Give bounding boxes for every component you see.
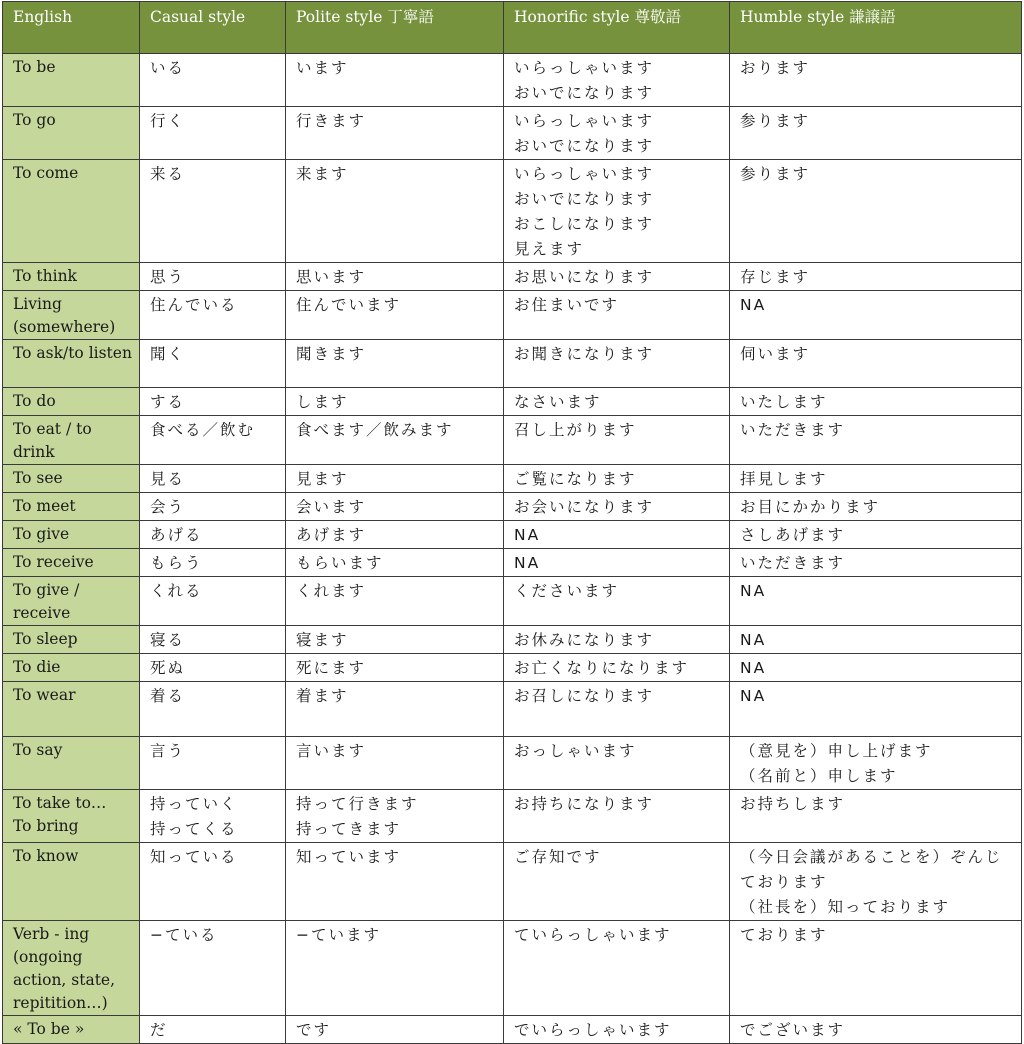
cell-line: ご覧になります bbox=[514, 470, 637, 488]
cell-humble bbox=[730, 682, 1022, 737]
cell-english bbox=[3, 465, 140, 493]
cell-english bbox=[3, 521, 140, 549]
cell-line: « To be » bbox=[13, 1020, 85, 1038]
cell-honorific bbox=[504, 549, 730, 577]
cell-honorific bbox=[504, 682, 730, 737]
cell-line: さしあげます bbox=[740, 526, 846, 544]
cell-polite bbox=[286, 107, 504, 160]
cell-english bbox=[3, 682, 140, 737]
cell-line: 持っていく bbox=[150, 795, 238, 813]
table-row bbox=[3, 54, 1022, 107]
cell-line: 来る bbox=[150, 165, 186, 183]
cell-line: いらっしゃいます bbox=[514, 165, 655, 183]
cell-honorific bbox=[504, 577, 730, 626]
cell-line: To wear bbox=[13, 686, 76, 704]
cell-line: 来ます bbox=[296, 165, 349, 183]
cell-line: 行きます bbox=[296, 112, 367, 130]
cell-line: To come bbox=[13, 164, 79, 182]
table-row bbox=[3, 340, 1022, 388]
cell-honorific bbox=[504, 465, 730, 493]
table-row bbox=[3, 1016, 1022, 1044]
cell-polite bbox=[286, 263, 504, 291]
cell-polite bbox=[286, 465, 504, 493]
cell-polite bbox=[286, 388, 504, 416]
cell-line: 聞きます bbox=[296, 345, 367, 363]
cell-casual bbox=[140, 843, 286, 921]
cell-casual bbox=[140, 107, 286, 160]
cell-honorific bbox=[504, 737, 730, 790]
table-row bbox=[3, 843, 1022, 921]
table-row bbox=[3, 416, 1022, 465]
cell-line: おいでになります bbox=[514, 190, 655, 208]
cell-line: くれます bbox=[296, 582, 367, 600]
cell-casual bbox=[140, 493, 286, 521]
cell-line: NA bbox=[514, 526, 541, 544]
cell-line: To know bbox=[13, 847, 79, 865]
cell-line: 存じます bbox=[740, 268, 811, 286]
cell-polite bbox=[286, 416, 504, 465]
cell-line: −ている bbox=[150, 926, 218, 944]
cell-honorific bbox=[504, 654, 730, 682]
cell-honorific bbox=[504, 790, 730, 843]
cell-line: お聞きになります bbox=[514, 345, 655, 363]
cell-english bbox=[3, 107, 140, 160]
table-row bbox=[3, 107, 1022, 160]
table-row bbox=[3, 549, 1022, 577]
cell-polite bbox=[286, 521, 504, 549]
cell-polite bbox=[286, 549, 504, 577]
cell-line: おいでになります bbox=[514, 137, 655, 155]
cell-humble bbox=[730, 654, 1022, 682]
cell-line: 見ます bbox=[296, 470, 349, 488]
cell-line: 知っている bbox=[150, 848, 238, 866]
cell-casual bbox=[140, 521, 286, 549]
cell-line: いただきます bbox=[740, 421, 846, 439]
cell-line: お休みになります bbox=[514, 631, 655, 649]
cell-line: おいでになります bbox=[514, 84, 655, 102]
cell-casual bbox=[140, 577, 286, 626]
cell-line: 持ってきます bbox=[296, 820, 402, 838]
cell-line: 住んでいる bbox=[150, 296, 238, 314]
cell-line: 住んでいます bbox=[296, 296, 402, 314]
cell-humble bbox=[730, 291, 1022, 340]
header-english: English bbox=[3, 2, 140, 54]
table-row bbox=[3, 263, 1022, 291]
cell-humble bbox=[730, 160, 1022, 263]
cell-polite bbox=[286, 790, 504, 843]
cell-humble bbox=[730, 107, 1022, 160]
cell-english bbox=[3, 654, 140, 682]
cell-line: 着ます bbox=[296, 687, 349, 705]
cell-humble bbox=[730, 790, 1022, 843]
cell-line: 見る bbox=[150, 470, 186, 488]
cell-line: 持ってくる bbox=[150, 820, 238, 838]
cell-humble bbox=[730, 843, 1022, 921]
cell-english bbox=[3, 291, 140, 340]
cell-line: だ bbox=[150, 1021, 168, 1039]
cell-line: Verb - ing (ongoing action, state, repitition…) bbox=[13, 925, 116, 1012]
cell-english bbox=[3, 1016, 140, 1044]
cell-casual bbox=[140, 682, 286, 737]
cell-line: To give / receive bbox=[13, 581, 80, 622]
cell-line: もらう bbox=[150, 554, 203, 572]
cell-line: お持ちになります bbox=[514, 795, 655, 813]
cell-line: 死にます bbox=[296, 659, 367, 677]
cell-casual bbox=[140, 1016, 286, 1044]
cell-humble bbox=[730, 54, 1022, 107]
cell-line: あげる bbox=[150, 526, 203, 544]
cell-line: お住まいです bbox=[514, 296, 620, 314]
cell-line: でございます bbox=[740, 1021, 846, 1039]
cell-honorific bbox=[504, 340, 730, 388]
cell-polite bbox=[286, 577, 504, 626]
cell-honorific bbox=[504, 521, 730, 549]
cell-line: NA bbox=[740, 296, 767, 314]
cell-line: To ask/to listen bbox=[13, 344, 132, 362]
header-humble: Humble style 謙譲語 bbox=[730, 2, 1022, 54]
cell-line: 会う bbox=[150, 498, 186, 516]
cell-casual bbox=[140, 340, 286, 388]
cell-honorific bbox=[504, 921, 730, 1016]
cell-line: お召しになります bbox=[514, 687, 655, 705]
table-row bbox=[3, 654, 1022, 682]
cell-line: 召し上がります bbox=[514, 421, 637, 439]
cell-humble bbox=[730, 549, 1022, 577]
cell-casual bbox=[140, 416, 286, 465]
cell-honorific bbox=[504, 843, 730, 921]
cell-line: いらっしゃいます bbox=[514, 112, 655, 130]
cell-casual bbox=[140, 160, 286, 263]
cell-line: する bbox=[150, 393, 186, 411]
cell-english bbox=[3, 577, 140, 626]
cell-line: To see bbox=[13, 469, 63, 487]
table-row bbox=[3, 737, 1022, 790]
cell-line: します bbox=[296, 393, 349, 411]
cell-line: おこしになります bbox=[514, 215, 655, 233]
table-body bbox=[3, 54, 1022, 1044]
cell-humble bbox=[730, 577, 1022, 626]
cell-casual bbox=[140, 388, 286, 416]
cell-honorific bbox=[504, 493, 730, 521]
table-row bbox=[3, 291, 1022, 340]
header-casual: Casual style bbox=[140, 2, 286, 54]
cell-polite bbox=[286, 54, 504, 107]
cell-english bbox=[3, 160, 140, 263]
cell-line: To say bbox=[13, 741, 63, 759]
table-row bbox=[3, 493, 1022, 521]
cell-line: To sleep bbox=[13, 630, 78, 648]
cell-polite bbox=[286, 921, 504, 1016]
cell-line: To receive bbox=[13, 553, 94, 571]
cell-line: 食べます／飲みます bbox=[296, 421, 454, 439]
cell-line: （今日会議があることを）ぞんじております bbox=[740, 848, 1003, 891]
cell-line: To give bbox=[13, 525, 70, 543]
cell-line: いただきます bbox=[740, 554, 846, 572]
table-row bbox=[3, 388, 1022, 416]
cell-line: To think bbox=[13, 267, 77, 285]
cell-polite bbox=[286, 493, 504, 521]
cell-english bbox=[3, 549, 140, 577]
cell-casual bbox=[140, 549, 286, 577]
cell-english bbox=[3, 388, 140, 416]
cell-line: To be bbox=[13, 58, 56, 76]
cell-line: 知っています bbox=[296, 848, 402, 866]
cell-line: 参ります bbox=[740, 112, 811, 130]
cell-polite bbox=[286, 843, 504, 921]
cell-line: お亡くなりになります bbox=[514, 659, 690, 677]
cell-polite bbox=[286, 340, 504, 388]
cell-honorific bbox=[504, 263, 730, 291]
cell-line: 寝る bbox=[150, 631, 186, 649]
cell-casual bbox=[140, 263, 286, 291]
cell-english bbox=[3, 493, 140, 521]
cell-line: です bbox=[296, 1021, 332, 1039]
cell-line: 行く bbox=[150, 112, 186, 130]
cell-humble bbox=[730, 388, 1022, 416]
cell-line: NA bbox=[514, 554, 541, 572]
cell-humble bbox=[730, 921, 1022, 1016]
cell-line: 持って行きます bbox=[296, 795, 419, 813]
header-honorific: Honorific style 尊敬語 bbox=[504, 2, 730, 54]
cell-line: To meet bbox=[13, 497, 76, 515]
cell-line: NA bbox=[740, 631, 767, 649]
cell-line: くれる bbox=[150, 582, 203, 600]
header-polite: Polite style 丁寧語 bbox=[286, 2, 504, 54]
cell-honorific bbox=[504, 416, 730, 465]
cell-english bbox=[3, 737, 140, 790]
cell-line: います bbox=[296, 59, 349, 77]
cell-line: NA bbox=[740, 582, 767, 600]
cell-english bbox=[3, 921, 140, 1016]
cell-line: （名前と）申します bbox=[740, 767, 898, 785]
cell-line: なさいます bbox=[514, 393, 602, 411]
cell-line: おります bbox=[740, 59, 811, 77]
table-row bbox=[3, 921, 1022, 1016]
cell-line: ていらっしゃいます bbox=[514, 926, 672, 944]
table-row bbox=[3, 682, 1022, 737]
cell-casual bbox=[140, 921, 286, 1016]
cell-line: でいらっしゃいます bbox=[514, 1021, 672, 1039]
cell-line: Living (somewhere) bbox=[13, 295, 116, 336]
cell-english bbox=[3, 790, 140, 843]
header-row bbox=[3, 2, 1022, 54]
cell-english bbox=[3, 416, 140, 465]
table-row bbox=[3, 160, 1022, 263]
cell-humble bbox=[730, 263, 1022, 291]
cell-line: 寝ます bbox=[296, 631, 349, 649]
cell-line: 死ぬ bbox=[150, 659, 186, 677]
cell-line: −ています bbox=[296, 926, 381, 944]
cell-line: 拝見します bbox=[740, 470, 828, 488]
cell-line: 思います bbox=[296, 268, 367, 286]
cell-honorific bbox=[504, 291, 730, 340]
cell-line: NA bbox=[740, 687, 767, 705]
cell-line: To do bbox=[13, 392, 56, 410]
conjugation-table bbox=[2, 1, 1022, 1044]
cell-line: おっしゃいます bbox=[514, 742, 637, 760]
cell-line: 思う bbox=[150, 268, 186, 286]
cell-line: 参ります bbox=[740, 165, 811, 183]
cell-polite bbox=[286, 291, 504, 340]
cell-honorific bbox=[504, 388, 730, 416]
cell-line: NA bbox=[740, 659, 767, 677]
cell-line: To go bbox=[13, 111, 56, 129]
cell-polite bbox=[286, 737, 504, 790]
cell-polite bbox=[286, 682, 504, 737]
cell-line: 着る bbox=[150, 687, 186, 705]
cell-line: もらいます bbox=[296, 554, 384, 572]
cell-line: ております bbox=[740, 926, 828, 944]
cell-humble bbox=[730, 493, 1022, 521]
cell-casual bbox=[140, 737, 286, 790]
cell-casual bbox=[140, 790, 286, 843]
cell-honorific bbox=[504, 54, 730, 107]
table-row bbox=[3, 626, 1022, 654]
cell-english bbox=[3, 626, 140, 654]
cell-humble bbox=[730, 1016, 1022, 1044]
cell-line: （社長を）知っております bbox=[740, 898, 951, 916]
cell-humble bbox=[730, 465, 1022, 493]
table-row bbox=[3, 790, 1022, 843]
cell-line: ご存知です bbox=[514, 848, 602, 866]
cell-honorific bbox=[504, 107, 730, 160]
cell-line: To take to… bbox=[13, 794, 107, 812]
cell-english bbox=[3, 263, 140, 291]
cell-line: 会います bbox=[296, 498, 367, 516]
cell-line: To die bbox=[13, 658, 61, 676]
cell-line: くださいます bbox=[514, 582, 620, 600]
cell-english bbox=[3, 843, 140, 921]
table-row bbox=[3, 521, 1022, 549]
table-header bbox=[3, 2, 1022, 54]
cell-line: 見えます bbox=[514, 240, 585, 258]
cell-line: あげます bbox=[296, 526, 367, 544]
cell-polite bbox=[286, 1016, 504, 1044]
cell-line: いたします bbox=[740, 393, 828, 411]
cell-line: 食べる／飲む bbox=[150, 421, 256, 439]
cell-english bbox=[3, 54, 140, 107]
cell-humble bbox=[730, 340, 1022, 388]
cell-line: お思いになります bbox=[514, 268, 655, 286]
cell-casual bbox=[140, 465, 286, 493]
cell-line: いる bbox=[150, 59, 186, 77]
cell-line: お会いになります bbox=[514, 498, 655, 516]
cell-line: お持ちします bbox=[740, 795, 846, 813]
cell-line: 言います bbox=[296, 742, 367, 760]
cell-line: 聞く bbox=[150, 345, 186, 363]
cell-casual bbox=[140, 54, 286, 107]
cell-honorific bbox=[504, 626, 730, 654]
cell-polite bbox=[286, 626, 504, 654]
cell-honorific bbox=[504, 1016, 730, 1044]
cell-line: いらっしゃいます bbox=[514, 59, 655, 77]
table-row bbox=[3, 465, 1022, 493]
cell-line: お目にかかります bbox=[740, 498, 881, 516]
cell-humble bbox=[730, 737, 1022, 790]
cell-casual bbox=[140, 291, 286, 340]
cell-line: （意見を）申し上げます bbox=[740, 742, 933, 760]
cell-polite bbox=[286, 654, 504, 682]
cell-casual bbox=[140, 626, 286, 654]
cell-polite bbox=[286, 160, 504, 263]
cell-line: To bring bbox=[13, 817, 79, 835]
cell-casual bbox=[140, 654, 286, 682]
cell-humble bbox=[730, 416, 1022, 465]
table-row bbox=[3, 577, 1022, 626]
cell-humble bbox=[730, 521, 1022, 549]
cell-humble bbox=[730, 626, 1022, 654]
cell-line: 言う bbox=[150, 742, 186, 760]
cell-honorific bbox=[504, 160, 730, 263]
cell-line: To eat / to drink bbox=[13, 420, 92, 461]
cell-line: 伺います bbox=[740, 345, 811, 363]
cell-english bbox=[3, 340, 140, 388]
